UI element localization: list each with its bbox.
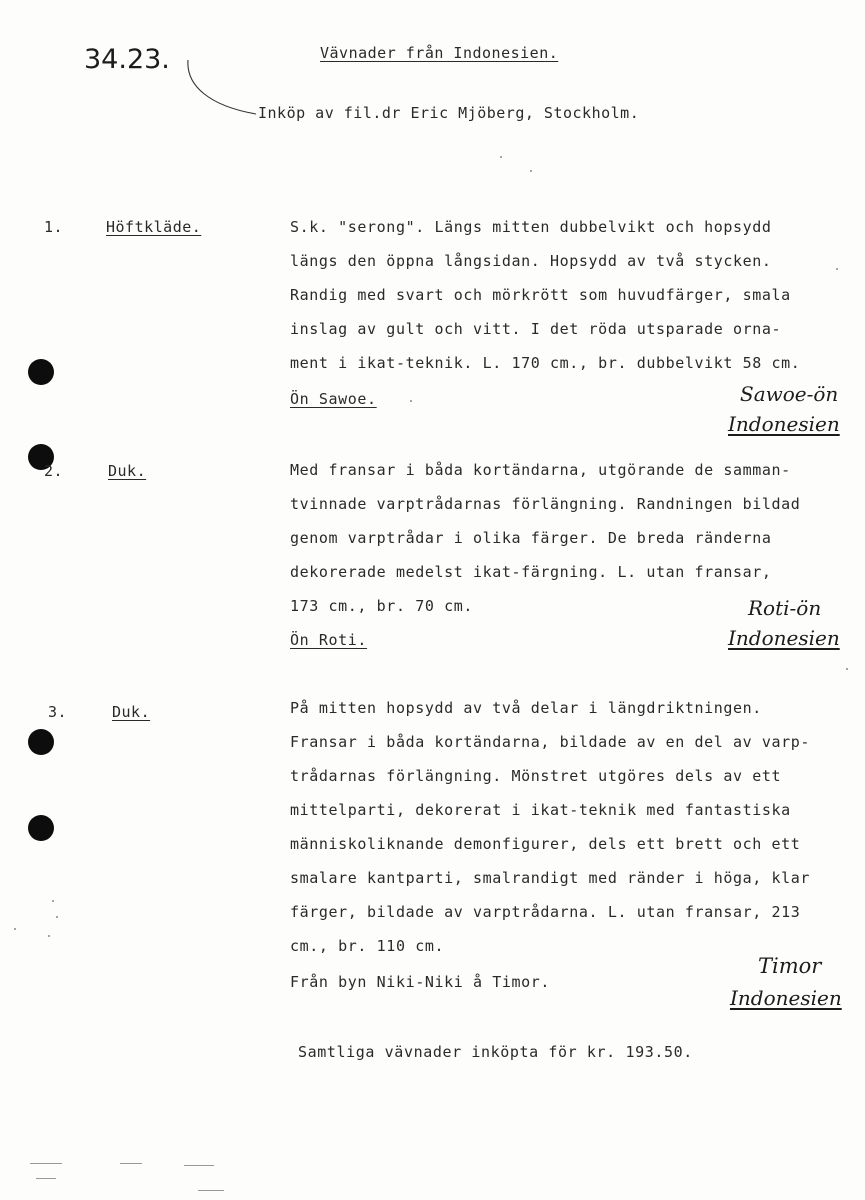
description-line: 173 cm., br. 70 cm. [290,597,473,615]
handwritten-annotation: Indonesien [730,986,842,1010]
description-line: genom varptrådar i olika färger. De breda ränderna [290,529,772,547]
description-line: inslag av gult och vitt. I det röda utsparade orna- [290,320,782,338]
scan-speck [410,400,412,402]
scan-speck [48,935,50,937]
item-origin: Ön Sawoe. [290,390,377,408]
item-number: 3. [48,703,68,721]
item-number: 1. [44,218,64,236]
description-line: smalare kantparti, smalrandigt med ränder i höga, klar [290,869,811,887]
scan-mark [30,1163,62,1164]
description-line: Fransar i båda kortändarna, bildade av en del av varp- [290,733,811,751]
handwritten-annotation: Timor [758,954,822,978]
item-origin: Från byn Niki-Niki å Timor. [290,973,551,991]
file-number: 34.23. [84,44,170,75]
handwritten-annotation: Indonesien [728,412,840,436]
description-line: längs den öppna långsidan. Hopsydd av två stycken. [290,252,772,270]
item-name: Duk. [112,703,151,721]
scan-mark [184,1165,214,1166]
description-line: På mitten hopsydd av två delar i längdriktningen. [290,699,762,717]
description-line: tvinnade varptrådarnas förlängning. Randningen bildad [290,495,801,513]
connector-stroke [180,56,260,122]
page-title: Vävnader från Indonesien. [320,44,559,62]
scan-speck [500,156,502,158]
scan-mark [198,1190,224,1191]
handwritten-annotation: Roti-ön [748,596,822,620]
total-line: Samtliga vävnader inköpta för kr. 193.50. [298,1043,693,1061]
item-name: Duk. [108,462,147,480]
scan-speck [52,900,54,902]
description-line: Med fransar i båda kortändarna, utgörande de samman- [290,461,791,479]
scan-speck [530,170,532,172]
scan-mark [36,1178,56,1179]
description-line: människoliknande demonfigurer, dels ett brett och ett [290,835,801,853]
punch-hole [28,359,54,385]
handwritten-annotation: Indonesien [728,626,840,650]
item-name: Höftkläde. [106,218,202,236]
item-origin: Ön Roti. [290,631,368,649]
description-line: cm., br. 110 cm. [290,937,445,955]
description-line: S.k. "serong". Längs mitten dubbelvikt och hopsydd [290,218,772,236]
item-number: 2. [44,462,64,480]
punch-hole [28,815,54,841]
scan-speck [836,268,838,270]
description-line: trådarnas förlängning. Mönstret utgöres dels av ett [290,767,782,785]
handwritten-annotation: Sawoe-ön [740,382,839,406]
description-line: mittelparti, dekorerat i ikat-teknik med fantastiska [290,801,791,819]
description-line: Randig med svart och mörkrött som huvudfärger, smala [290,286,791,304]
scan-speck [14,928,16,930]
description-line: färger, bildade av varptrådarna. L. utan fransar, 213 [290,903,801,921]
description-line: dekorerade medelst ikat-färgning. L. utan fransar, [290,563,772,581]
description-line: ment i ikat-teknik. L. 170 cm., br. dubbelvikt 58 cm. [290,354,801,372]
scan-speck [56,916,58,918]
scan-mark [120,1163,142,1164]
scan-speck [846,668,848,670]
purchase-line: Inköp av fil.dr Eric Mjöberg, Stockholm. [258,104,640,122]
punch-hole [28,729,54,755]
